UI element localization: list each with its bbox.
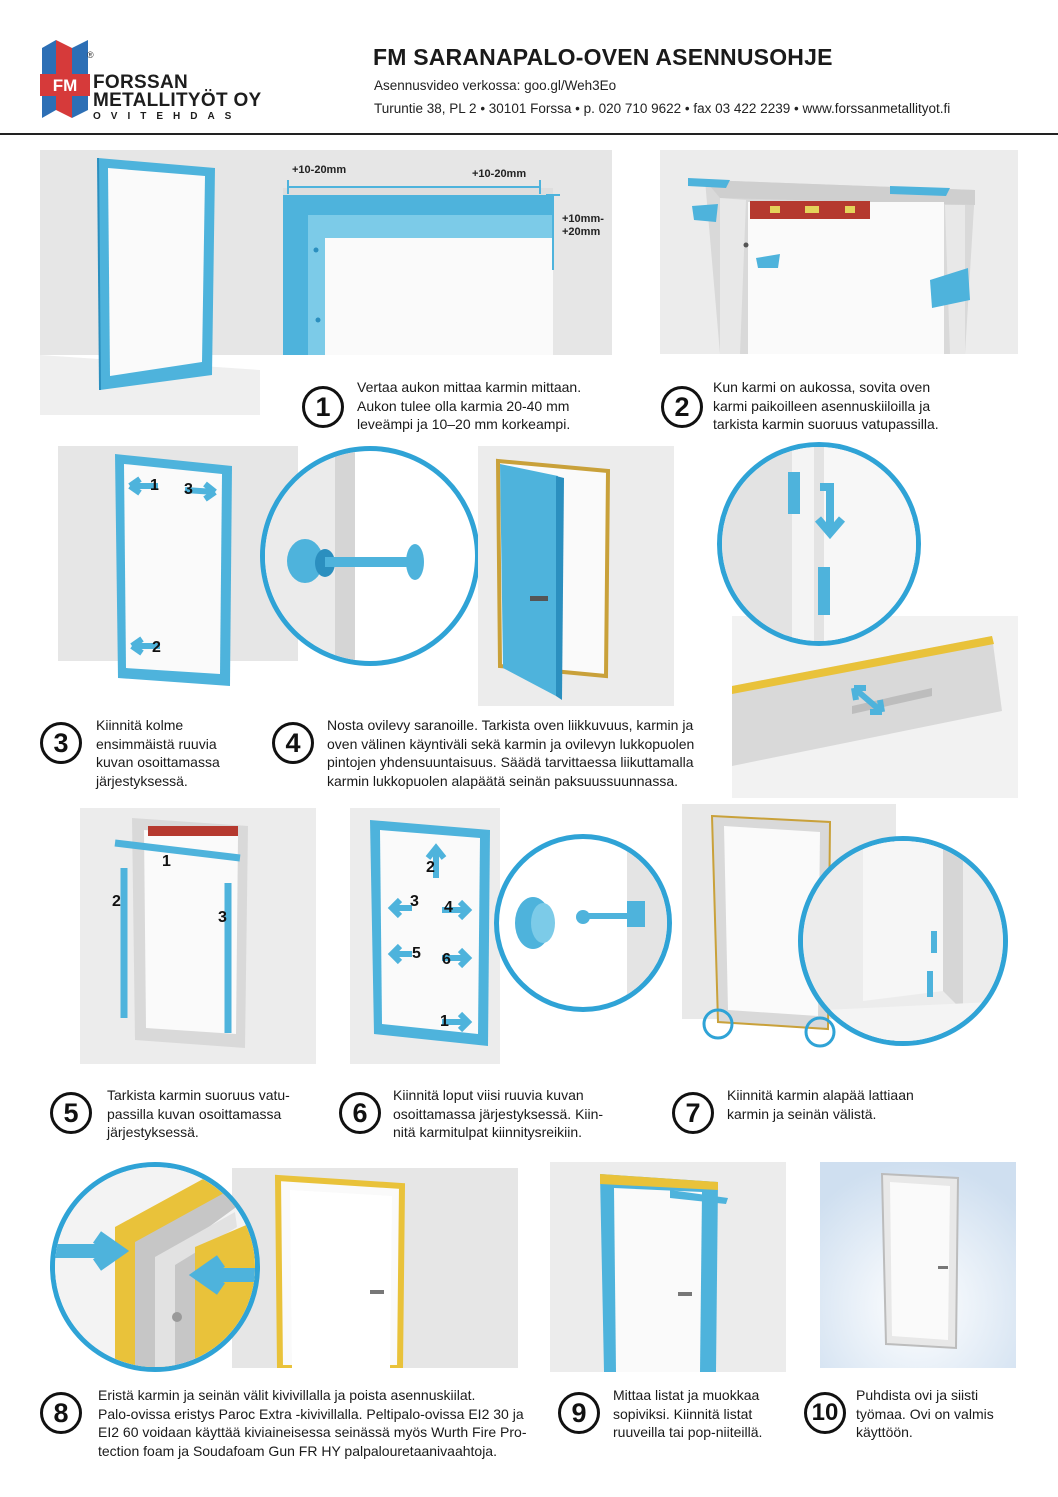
step-number: 6 bbox=[339, 1092, 381, 1134]
figure-step10 bbox=[820, 1162, 1016, 1368]
logo-name-line1: FORSSAN bbox=[93, 72, 188, 93]
video-link-line: Asennusvideo verkossa: goo.gl/Weh3Eo bbox=[374, 78, 617, 93]
fm-logo-mark bbox=[38, 40, 90, 122]
dim-width-left: +10-20mm bbox=[292, 164, 347, 176]
step-text: Kiinnitä karmin alapää lattiaan karmin ja seinän välistä. bbox=[727, 1087, 914, 1122]
marker: 3 bbox=[184, 481, 193, 498]
figure-step2 bbox=[660, 150, 1018, 354]
step-text: Vertaa aukon mittaa karmin mittaan. Aukon tulee olla karmia 20-40 mm leveämpi ja 10–20 mm korkeampi. bbox=[357, 379, 582, 432]
page-header bbox=[0, 0, 1058, 135]
step-text: Puhdista ovi ja siisti työmaa. Ovi on valmis käyttöön. bbox=[856, 1387, 994, 1440]
step-number: 4 bbox=[272, 722, 314, 764]
step-text: Kun karmi on aukossa, sovita oven karmi paikoilleen asennuskiiloilla ja tarkista karmin suoruus vatupassilla. bbox=[713, 379, 939, 432]
marker: 4 bbox=[444, 899, 453, 916]
marker: 3 bbox=[218, 909, 227, 926]
step-number: 10 bbox=[804, 1392, 846, 1434]
marker: 2 bbox=[112, 893, 121, 910]
marker: 6 bbox=[442, 951, 451, 968]
step-text: Eristä karmin ja seinän välit kivivillalla ja poista asennuskiilat. Palo-ovissa eristys Paroc Extra -kivivillalla. Peltipalo-ovissa EI2 30 ja EI2 60 voidaan käyttää kiviaineisessa seinässä myös Wurth Fire Pro- tection foam ja Soudafoam Gun FR HY palpalouretaanivaahtoja. bbox=[98, 1387, 527, 1459]
marker: 1 bbox=[440, 1013, 449, 1030]
figure-step4 bbox=[478, 446, 674, 706]
step-text: Kiinnitä kolme ensimmäistä ruuvia kuvan osoittamassa järjestyksessä. bbox=[96, 717, 220, 789]
registered-mark: ® bbox=[87, 50, 94, 60]
marker: 1 bbox=[150, 477, 159, 494]
marker: 3 bbox=[410, 893, 419, 910]
step-number: 9 bbox=[558, 1392, 600, 1434]
contact-line: Turuntie 38, PL 2 • 30101 Forssa • p. 020 710 9622 • fax 03 422 2239 • www.forssanmetallityot.fi bbox=[374, 101, 951, 116]
marker: 5 bbox=[412, 945, 421, 962]
step-text: Nosta ovilevy saranoille. Tarkista oven liikkuvuus, karmin ja oven välinen käyntiväli sekä karmin ja ovilevyn lukkopuolen pintojen yhdensuuntaisuus. Säädä tarvittaessa liikuttamalla karmin lukkopuolen alapäätä seinän paksuussuunnassa. bbox=[327, 717, 695, 789]
logo-mark-text: FM bbox=[52, 76, 78, 95]
figure-step5 bbox=[80, 808, 316, 1064]
step-number: 3 bbox=[40, 722, 82, 764]
step-number: 8 bbox=[40, 1392, 82, 1434]
dim-height: +10mm-+20mm bbox=[562, 213, 604, 238]
marker: 1 bbox=[162, 853, 171, 870]
figure-step9 bbox=[550, 1162, 786, 1372]
figure-hinge-detail bbox=[717, 442, 921, 646]
step-number: 2 bbox=[661, 386, 703, 428]
figure-floor-detail bbox=[798, 836, 1008, 1046]
logo-name-line2: METALLITYÖT OY bbox=[93, 90, 262, 111]
figure-plug-detail bbox=[494, 834, 672, 1012]
marker: 2 bbox=[426, 859, 435, 876]
header-divider bbox=[0, 133, 1058, 135]
company-logo bbox=[38, 40, 278, 130]
step-text: Tarkista karmin suoruus vatu- passilla kuvan osoittamassa järjestyksessä. bbox=[107, 1087, 290, 1140]
step-text: Kiinnitä loput viisi ruuvia kuvan osoittamassa järjestyksessä. Kiin- nitä karmitulpat kiinnitysreikiin. bbox=[393, 1087, 604, 1140]
logo-tagline: OVITEHDAS bbox=[93, 111, 242, 122]
figure-step3 bbox=[40, 446, 298, 704]
figure-insulation-detail bbox=[50, 1162, 260, 1372]
figure-screw-detail bbox=[260, 446, 480, 666]
figure-step6 bbox=[350, 808, 500, 1064]
dim-width-right: +10-20mm bbox=[472, 168, 527, 180]
figure-step8 bbox=[232, 1168, 518, 1368]
figure-step1 bbox=[40, 150, 612, 415]
marker: 2 bbox=[152, 639, 161, 656]
step-number: 1 bbox=[302, 386, 344, 428]
document-title: FM SARANAPALO-OVEN ASENNUSOHJE bbox=[373, 44, 833, 70]
step-number: 7 bbox=[672, 1092, 714, 1134]
figure-frame-adjust bbox=[732, 616, 1018, 798]
step-number: 5 bbox=[50, 1092, 92, 1134]
step-text: Mittaa listat ja muokkaa sopiviksi. Kiinnitä listat ruuveilla tai pop-niiteillä. bbox=[613, 1387, 763, 1440]
